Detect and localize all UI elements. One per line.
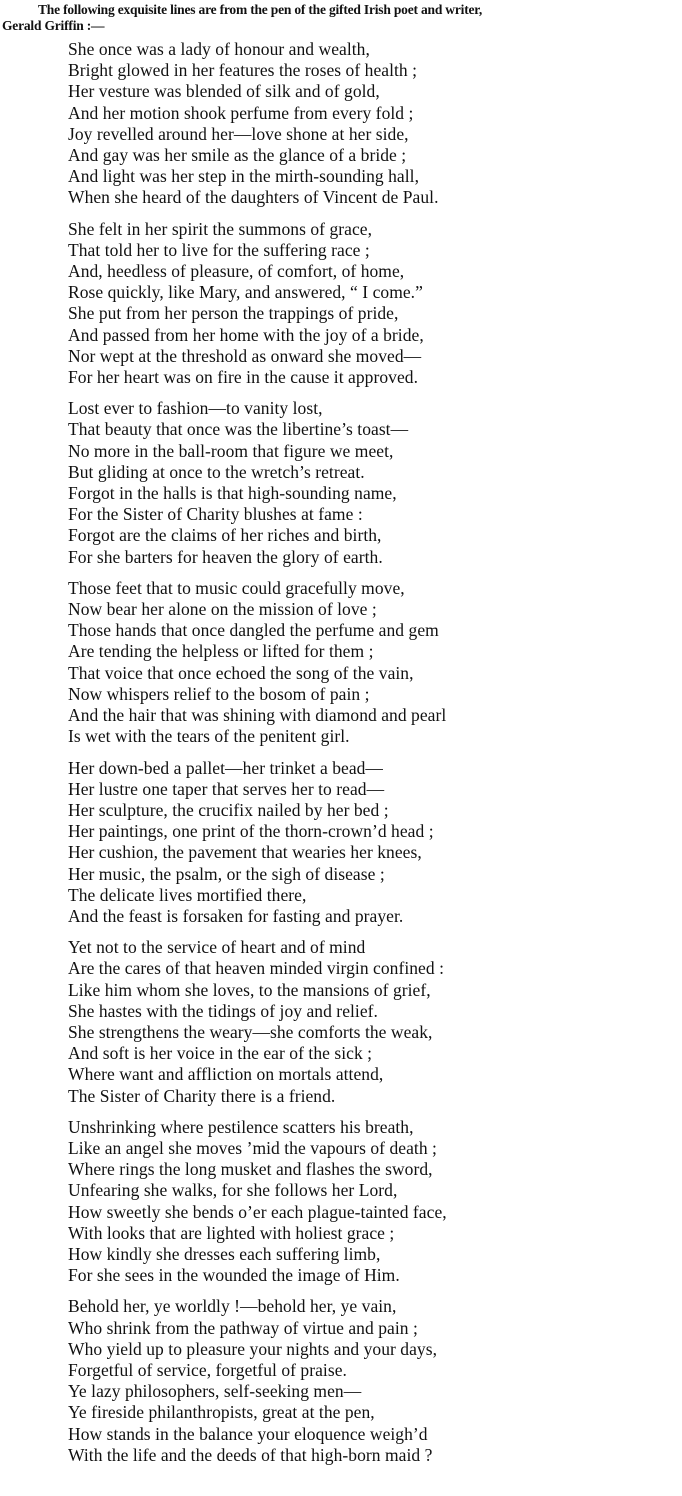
verse-line: Those feet that to music could gracefully move,: [68, 577, 405, 598]
verse-line: Like an angel she moves ’mid the vapours of death ;: [68, 1137, 437, 1158]
verse-line: Who yield up to pleasure your nights and your days,: [68, 1338, 438, 1359]
stanza: [0, 578, 682, 748]
verse-line: Her paintings, one print of the thorn-crown’d head ;: [68, 821, 434, 842]
verse-line: Ye lazy philosophers, self-seeking men—: [68, 1381, 362, 1402]
stanza: [0, 39, 682, 209]
verse-line: With the life and the deeds of that high-born maid ?: [68, 1444, 433, 1465]
verse-line: Like him whom she loves, to the mansions of grief,: [68, 979, 431, 1000]
verse-line: Her lustre one taper that serves her to read—: [68, 778, 385, 799]
verse-line: Are tending the helpless or lifted for them ;: [68, 641, 374, 662]
verse-line: Those hands that once dangled the perfume and gem: [68, 620, 439, 641]
verse-line: For she sees in the wounded the image of Him.: [68, 1265, 400, 1286]
verse-line: Her cushion, the pavement that wearies her knees,: [68, 842, 422, 863]
intro-author: Gerald Griffin :—: [2, 18, 105, 33]
verse-line: When she heard of the daughters of Vincent de Paul.: [68, 187, 439, 208]
verse-line: Yet not to the service of heart and of mind: [68, 937, 366, 958]
verse-line: For she barters for heaven the glory of earth.: [68, 546, 383, 567]
verse-line: Nor wept at the threshold as onward she moved—: [68, 345, 422, 366]
verse-line: She once was a lady of honour and wealth,: [68, 39, 370, 59]
intro-note: [2, 2, 680, 34]
verse-line: Is wet with the tears of the penitent girl.: [68, 726, 350, 747]
verse-line: No more in the ball-room that figure we meet,: [68, 440, 394, 461]
stanza: [0, 219, 682, 389]
verse-line: Are the cares of that heaven minded virgin confined :: [68, 958, 445, 979]
verse-line: Forgot in the halls is that high-sounding name,: [68, 483, 397, 504]
verse-line: How sweetly she bends o’er each plague-tainted face,: [68, 1201, 447, 1222]
verse-line: Her down-bed a pallet—her trinket a bead—: [68, 757, 383, 778]
verse-line: Who shrink from the pathway of virtue and pain ;: [68, 1317, 418, 1338]
verse-line: Now bear her alone on the mission of love ;: [68, 599, 377, 620]
verse-line: Ye fireside philanthropists, great at the pen,: [68, 1402, 375, 1423]
verse-line: Her vesture was blended of silk and of gold,: [68, 81, 380, 102]
verse-line: She hastes with the tidings of joy and relief.: [68, 1000, 378, 1021]
verse-line: Forgot are the claims of her riches and birth,: [68, 525, 382, 546]
stanza: [0, 758, 682, 928]
verse-line: And gay was her smile as the glance of a bride ;: [68, 145, 407, 166]
verse-line: Rose quickly, like Mary, and answered, “ I come.”: [68, 282, 423, 303]
verse-line: Now whispers relief to the bosom of pain ;: [68, 683, 370, 704]
verse-line: Unfearing she walks, for she follows her Lord,: [68, 1180, 398, 1201]
verse-line: That beauty that once was the libertine’s toast—: [68, 419, 409, 440]
verse-line: And passed from her home with the joy of a bride,: [68, 324, 424, 345]
verse-line: She strengthens the weary—she comforts the weak,: [68, 1021, 433, 1042]
verse-line: With looks that are lighted with holiest grace ;: [68, 1222, 395, 1243]
verse-line: But gliding at once to the wretch’s retreat.: [68, 461, 365, 482]
verse-line: And light was her step in the mirth-sounding hall,: [68, 166, 419, 187]
verse-line: How kindly she dresses each suffering limb,: [68, 1243, 381, 1264]
verse-line: That voice that once echoed the song of the vain,: [68, 662, 414, 683]
verse-line: Her sculpture, the crucifix nailed by her bed ;: [68, 799, 389, 820]
verse-line: For the Sister of Charity blushes at fame :: [68, 504, 363, 525]
verse-line: She put from her person the trappings of pride,: [68, 303, 399, 324]
verse-line: Forgetful of service, forgetful of praise.: [68, 1359, 347, 1380]
verse-line: And, heedless of pleasure, of comfort, of home,: [68, 261, 405, 282]
verse-line: For her heart was on fire in the cause it approved.: [68, 367, 418, 388]
verse-line: Bright glowed in her features the roses of health ;: [68, 60, 418, 81]
verse-line: And the feast is forsaken for fasting and prayer.: [68, 905, 404, 926]
verse-line: How stands in the balance your eloquence weigh’d: [68, 1423, 428, 1444]
verse-line: Where want and affliction on mortals attend,: [68, 1064, 384, 1085]
verse-line: And soft is her voice in the ear of the sick ;: [68, 1043, 373, 1064]
verse-line: Lost ever to fashion—to vanity lost,: [68, 398, 323, 419]
verse-line: The Sister of Charity there is a friend.: [68, 1085, 336, 1106]
verse-line: The delicate lives mortified there,: [68, 884, 307, 905]
verse-line: Where rings the long musket and flashes the sword,: [68, 1159, 433, 1180]
stanza: [0, 1117, 682, 1287]
stanza: [0, 1296, 682, 1466]
verse-line: Her music, the psalm, or the sigh of disease ;: [68, 863, 385, 884]
poem-body: [0, 39, 682, 1466]
verse-line: Joy revelled around her—love shone at her side,: [68, 123, 409, 144]
verse-line: Unshrinking where pestilence scatters his breath,: [68, 1116, 414, 1137]
verse-line: And the hair that was shining with diamond and pearl: [68, 705, 447, 726]
intro-line-1: The following exquisite lines are from the pen of the gifted Irish poet and writer,: [38, 2, 483, 17]
verse-line: Behold her, ye worldly !—behold her, ye vain,: [68, 1296, 397, 1317]
verse-line: And her motion shook perfume from every fold ;: [68, 102, 414, 123]
verse-line: She felt in her spirit the summons of grace,: [68, 218, 373, 239]
stanza: [0, 398, 682, 568]
verse-line: That told her to live for the suffering race ;: [68, 239, 370, 260]
stanza: [0, 937, 682, 1107]
